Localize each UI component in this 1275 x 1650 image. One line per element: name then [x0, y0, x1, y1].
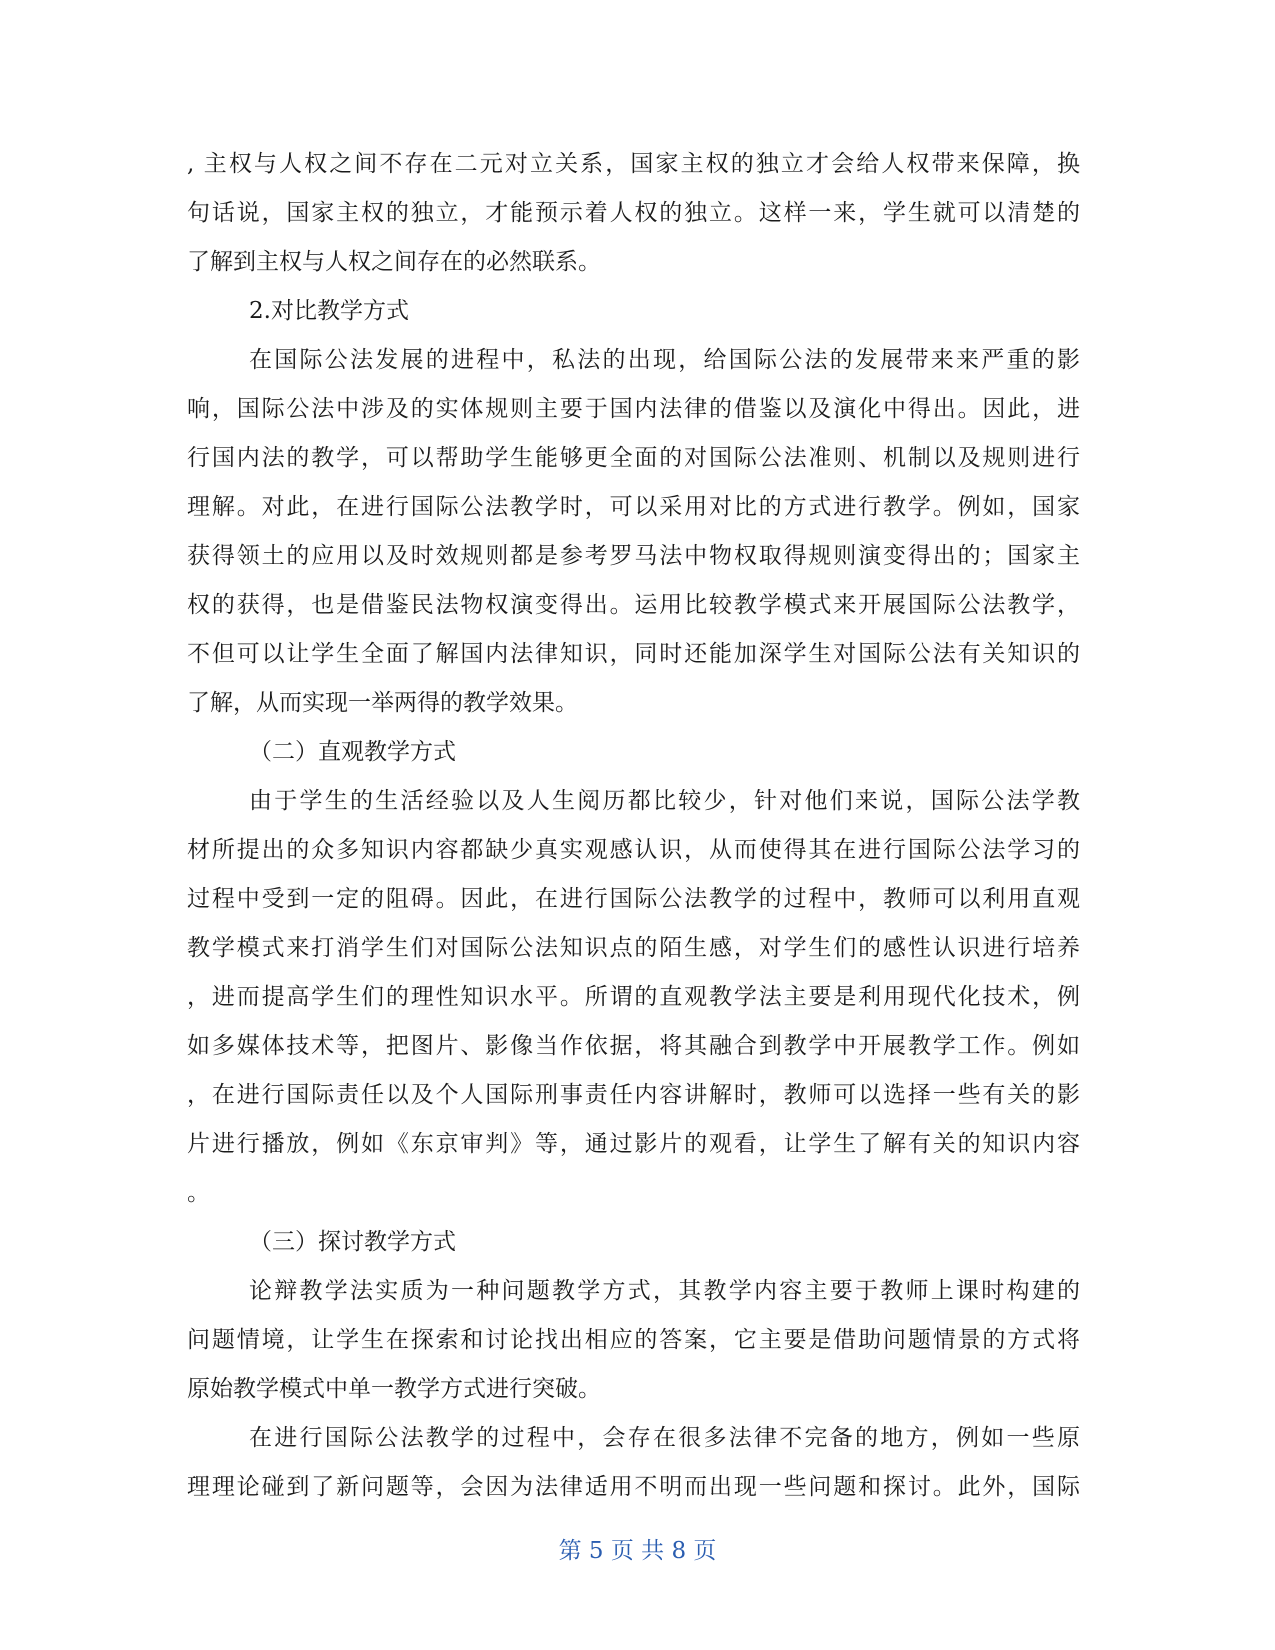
text-line: 了解，从而实现一举两得的教学效果。	[187, 690, 578, 716]
text-line: 材所提出的众多知识内容都缺少真实观感认识，从而使得其在进行国际公法学习的	[187, 837, 1080, 863]
text-line: 片进行播放，例如《东京审判》等，通过影片的观看，让学生了解有关的知识内容	[187, 1131, 1080, 1157]
text-line: 行国内法的教学，可以帮助学生能够更全面的对国际公法准则、机制以及规则进行	[187, 445, 1080, 471]
text-line: 如多媒体技术等，把图片、影像当作依据，将其融合到教学中开展教学工作。例如	[187, 1033, 1080, 1059]
text-line: 原始教学模式中单一教学方式进行突破。	[187, 1376, 601, 1402]
text-line: 理理论碰到了新问题等，会因为法律适用不明而出现一些问题和探讨。此外，国际	[187, 1474, 1080, 1500]
document-body	[187, 140, 1080, 1512]
text-line: 教学模式来打消学生们对国际公法知识点的陌生感，对学生们的感性认识进行培养	[187, 935, 1080, 961]
text-line: 理解。对此，在进行国际公法教学时，可以采用对比的方式进行教学。例如，国家	[187, 494, 1080, 520]
text-line: 权的获得，也是借鉴民法物权演变得出。运用比较教学模式来开展国际公法教学，	[187, 592, 1080, 618]
text-line: 问题情境，让学生在探索和讨论找出相应的答案，它主要是借助问题情景的方式将	[187, 1327, 1080, 1353]
text-line: 获得领土的应用以及时效规则都是参考罗马法中物权取得规则演变得出的；国家主	[187, 543, 1080, 569]
text-line: 句话说，国家主权的独立，才能预示着人权的独立。这样一来，学生就可以清楚的	[187, 200, 1080, 226]
text-line: ，在进行国际责任以及个人国际刑事责任内容讲解时，教师可以选择一些有关的影	[187, 1082, 1080, 1108]
text-line: 了解到主权与人权之间存在的必然联系。	[187, 249, 601, 275]
text-line: 论辩教学法实质为一种问题教学方式，其教学内容主要于教师上课时构建的	[249, 1278, 1080, 1304]
section-heading: 2.对比教学方式	[249, 298, 409, 324]
section-heading: （二）直观教学方式	[249, 739, 456, 765]
text-line: ，进而提高学生们的理性知识水平。所谓的直观教学法主要是利用现代化技术，例	[187, 984, 1080, 1010]
section-heading: （三）探讨教学方式	[249, 1229, 456, 1255]
text-line: 在国际公法发展的进程中，私法的出现，给国际公法的发展带来来严重的影	[249, 347, 1080, 373]
text-line: 在进行国际公法教学的过程中，会存在很多法律不完备的地方，例如一些原	[249, 1425, 1080, 1451]
text-line: 由于学生的生活经验以及人生阅历都比较少，针对他们来说，国际公法学教	[249, 788, 1080, 814]
text-line: 过程中受到一定的阻碍。因此，在进行国际公法教学的过程中，教师可以利用直观	[187, 886, 1080, 912]
text-line: , 主权与人权之间不存在二元对立关系，国家主权的独立才会给人权带来保障，换	[187, 151, 1080, 177]
text-line: 。	[187, 1180, 210, 1206]
text-line: 不但可以让学生全面了解国内法律知识，同时还能加深学生对国际公法有关知识的	[187, 641, 1080, 667]
page-number-footer: 第 5 页 共 8 页	[558, 1538, 717, 1564]
text-line: 响，国际公法中涉及的实体规则主要于国内法律的借鉴以及演化中得出。因此，进	[187, 396, 1080, 422]
